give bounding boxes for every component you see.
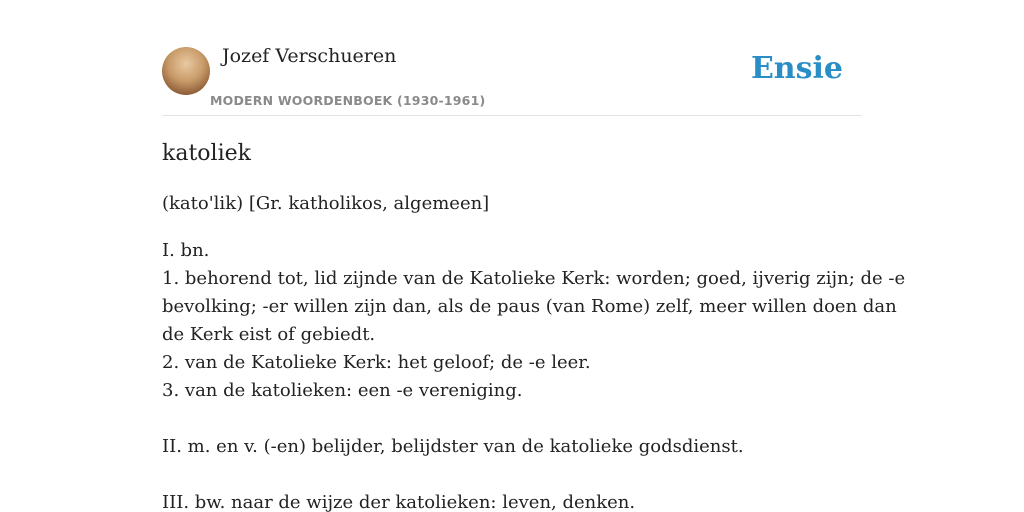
definition-line: 3. van de katolieken: een -e vereniging.: [162, 380, 523, 401]
entry-content: [162, 138, 906, 512]
definition-line: de Kerk eist of gebiedt.: [162, 324, 376, 345]
pronunciation-etymology: (kato'lik) [Gr. katholikos, algemeen]: [162, 193, 490, 214]
author-avatar[interactable]: [162, 47, 210, 95]
definition-line: III. bw. naar de wijze der katolieken: leven, denken.: [162, 492, 636, 512]
definition-line: 2. van de Katolieke Kerk: het geloof; de -e leer.: [162, 352, 591, 373]
source-label: MODERN WOORDENBOEK (1930-1961): [210, 93, 486, 108]
blank-line: [162, 405, 862, 433]
definition-line: I. bn.: [162, 240, 210, 261]
page-title: katoliek: [162, 141, 251, 166]
definition-line: II. m. en v. (-en) belijder, belijdster van de katolieke godsdienst.: [162, 436, 744, 457]
definition-line: 1. behorend tot, lid zijnde van de Katolieke Kerk: worden; goed, ijverig zijn; de -e: [162, 268, 906, 289]
definition-line: bevolking; -er willen zijn dan, als de paus (van Rome) zelf, meer willen doen dan: [162, 296, 897, 317]
definition: [162, 237, 906, 512]
header: [162, 0, 862, 116]
author-name[interactable]: Jozef Verschueren: [222, 45, 397, 67]
ensie-logo[interactable]: Ensie: [750, 51, 843, 86]
blank-line: [162, 461, 862, 489]
